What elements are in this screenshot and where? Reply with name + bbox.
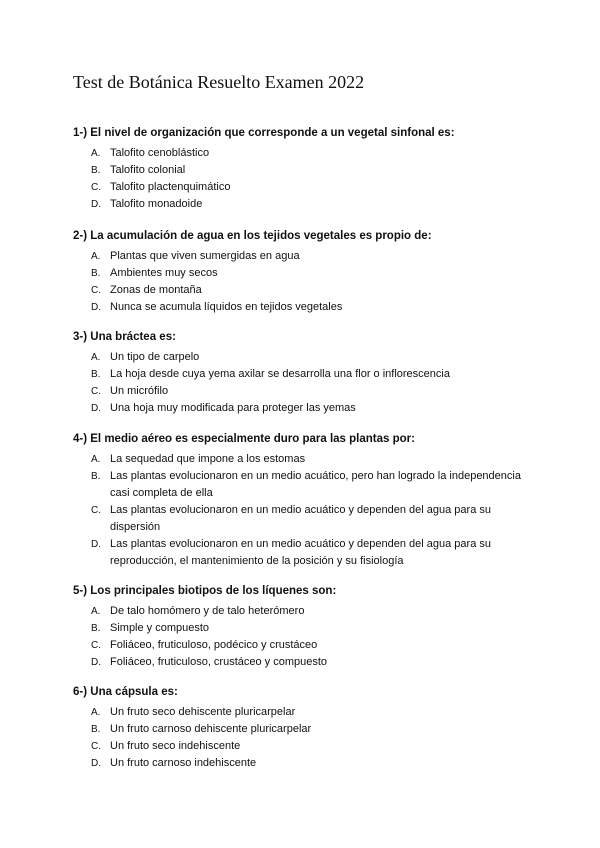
question-6 xyxy=(73,685,533,772)
option-a xyxy=(73,145,533,162)
option-letter: B. xyxy=(91,724,101,735)
option-c xyxy=(73,738,533,755)
option-letter: D. xyxy=(91,758,101,769)
option-text: Un fruto carnoso indehiscente xyxy=(110,757,257,769)
option-text: Un fruto seco dehiscente pluricarpelar xyxy=(110,706,296,718)
question-heading xyxy=(73,330,533,344)
option-c xyxy=(73,383,533,400)
question-1 xyxy=(73,126,533,213)
option-a xyxy=(73,349,533,366)
option-text: Foliáceo, fruticuloso, crustáceo y compuesto xyxy=(110,656,328,668)
option-letter: C. xyxy=(91,182,101,193)
option-b xyxy=(73,468,533,502)
option-d xyxy=(73,654,533,671)
question-5 xyxy=(73,584,533,671)
question-heading xyxy=(73,685,533,699)
option-text: La sequedad que impone a los estomas xyxy=(110,453,306,465)
option-letter: C. xyxy=(91,386,101,397)
option-d xyxy=(73,196,533,213)
option-a xyxy=(73,451,533,468)
option-letter: C. xyxy=(91,285,101,296)
option-letter: A. xyxy=(91,352,101,363)
option-list xyxy=(73,248,533,316)
option-letter: A. xyxy=(91,251,101,262)
question-text: Una cápsula es: xyxy=(90,686,178,698)
option-d xyxy=(73,536,533,570)
option-letter: A. xyxy=(91,606,101,617)
question-number: 1-) xyxy=(73,127,88,139)
option-text: Ambientes muy secos xyxy=(110,267,218,279)
option-text: Un micrófilo xyxy=(110,385,169,397)
option-c xyxy=(73,637,533,654)
option-d xyxy=(73,299,533,316)
option-list xyxy=(73,603,533,671)
option-text: Las plantas evolucionaron en un medio acuático, pero han logrado la independencia casi completa de ella xyxy=(110,470,521,499)
option-b xyxy=(73,162,533,179)
option-letter: C. xyxy=(91,640,101,651)
option-letter: D. xyxy=(91,403,101,414)
option-text: Talofito cenoblástico xyxy=(110,147,210,159)
option-letter: B. xyxy=(91,471,101,482)
option-text: Zonas de montaña xyxy=(110,284,202,296)
option-text: Un tipo de carpelo xyxy=(110,351,200,363)
question-heading xyxy=(73,432,533,446)
option-letter: B. xyxy=(91,268,101,279)
option-list xyxy=(73,451,533,570)
option-letter: C. xyxy=(91,505,101,516)
question-number: 3-) xyxy=(73,331,88,343)
question-text: La acumulación de agua en los tejidos vegetales es propio de: xyxy=(90,230,432,242)
option-text: Talofito colonial xyxy=(110,164,186,176)
option-b xyxy=(73,721,533,738)
option-d xyxy=(73,400,533,417)
question-heading xyxy=(73,126,533,140)
question-number: 6-) xyxy=(73,686,88,698)
option-text: Nunca se acumula líquidos en tejidos vegetales xyxy=(110,301,343,313)
option-list xyxy=(73,349,533,417)
option-text: De talo homómero y de talo heterómero xyxy=(110,605,305,617)
option-b xyxy=(73,265,533,282)
option-text: Las plantas evolucionaron en un medio acuático y dependen del agua para su dispersión xyxy=(110,504,491,533)
question-2 xyxy=(73,229,533,316)
option-c xyxy=(73,179,533,196)
option-text: Plantas que viven sumergidas en agua xyxy=(110,250,300,262)
option-b xyxy=(73,366,533,383)
option-list xyxy=(73,145,533,213)
question-number: 2-) xyxy=(73,230,88,242)
option-text: La hoja desde cuya yema axilar se desarrolla una flor o inflorescencia xyxy=(110,368,450,380)
question-4 xyxy=(73,432,533,570)
option-a xyxy=(73,603,533,620)
option-text: Una hoja muy modificada para proteger las yemas xyxy=(110,402,356,414)
option-text: Foliáceo, fruticuloso, podécico y crustáceo xyxy=(110,639,318,651)
option-text: Talofito plactenquimático xyxy=(110,181,231,193)
question-text: Los principales biotipos de los líquenes son: xyxy=(90,585,337,597)
option-letter: D. xyxy=(91,199,101,210)
option-letter: B. xyxy=(91,623,101,634)
option-c xyxy=(73,502,533,536)
option-a xyxy=(73,704,533,721)
option-text: Las plantas evolucionaron en un medio acuático y dependen del agua para su reproducción, el mantenimiento de la posición y su fisiología xyxy=(110,538,491,567)
option-text: Un fruto seco indehiscente xyxy=(110,740,241,752)
question-3 xyxy=(73,330,533,417)
option-b xyxy=(73,620,533,637)
option-c xyxy=(73,282,533,299)
option-letter: D. xyxy=(91,302,101,313)
page-title: Test de Botánica Resuelto Examen 2022 xyxy=(73,72,365,92)
question-text: El medio aéreo es especialmente duro para las plantas por: xyxy=(90,433,415,445)
option-letter: C. xyxy=(91,741,101,752)
option-text: Simple y compuesto xyxy=(110,622,210,634)
question-text: Una bráctea es: xyxy=(90,331,176,343)
option-letter: B. xyxy=(91,165,101,176)
option-letter: D. xyxy=(91,657,101,668)
option-list xyxy=(73,704,533,772)
option-letter: D. xyxy=(91,539,101,550)
option-d xyxy=(73,755,533,772)
question-heading xyxy=(73,229,533,243)
option-text: Talofito monadoide xyxy=(110,198,203,210)
option-text: Un fruto carnoso dehiscente pluricarpelar xyxy=(110,723,312,735)
question-heading xyxy=(73,584,533,598)
question-text: El nivel de organización que corresponde a un vegetal sinfonal es: xyxy=(90,127,455,139)
question-number: 4-) xyxy=(73,433,88,445)
option-letter: B. xyxy=(91,369,101,380)
option-a xyxy=(73,248,533,265)
question-number: 5-) xyxy=(73,585,88,597)
option-letter: A. xyxy=(91,148,101,159)
option-letter: A. xyxy=(91,454,101,465)
option-letter: A. xyxy=(91,707,101,718)
